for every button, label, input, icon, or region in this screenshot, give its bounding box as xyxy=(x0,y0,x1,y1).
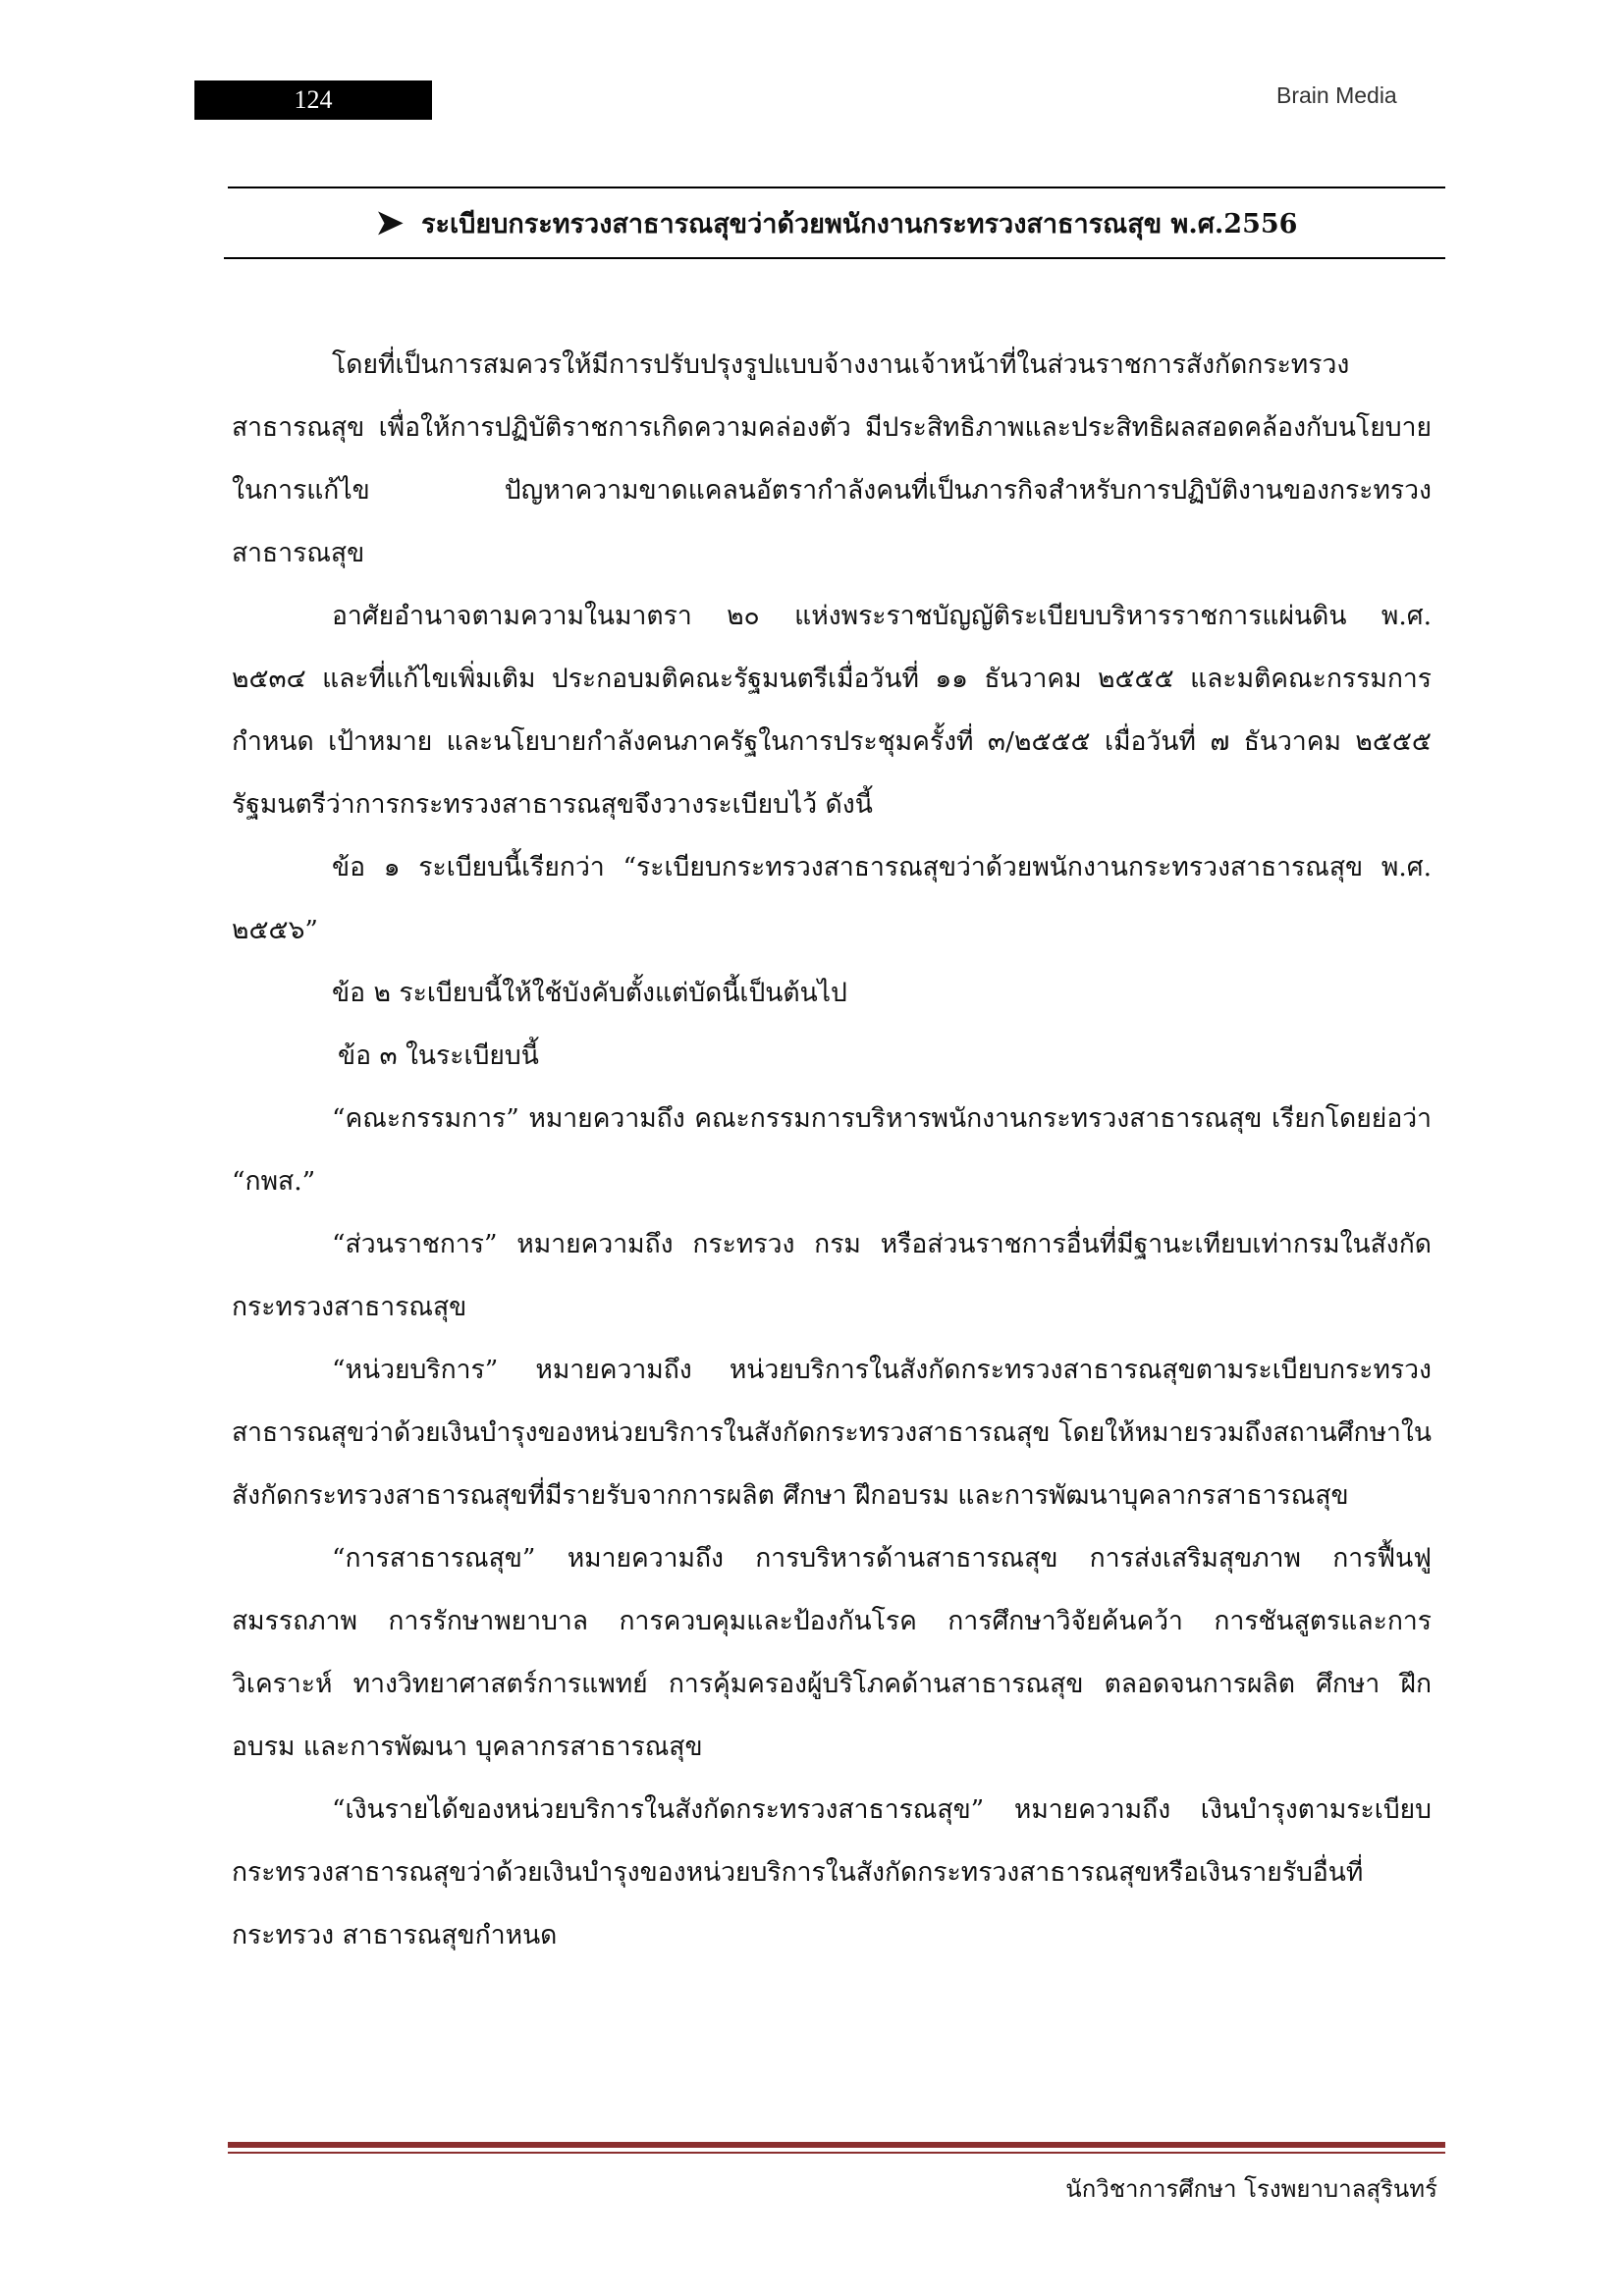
title-bottom-rule xyxy=(224,257,1445,259)
paragraph-authority: อาศัยอำนาจตามความในมาตรา ๒๐ แห่งพระราชบัญญัติระเบียบบริหารราชการแผ่นดิน พ.ศ. ๒๕๓๔ และที่แก้ไขเพิ่มเติม ประกอบมติคณะรัฐมนตรีเมื่อวันที่ ๑๑ ธันวาคม ๒๕๕๕ และมติคณะกรรมการกำหนด เป้าหมาย และนโยบายกำลังคนภาครัฐในการประชุมครั้งที่ ๓/๒๕๕๕ เมื่อวันที่ ๗ ธันวาคม ๒๕๕๕ รัฐมนตรีว่าการกระทรวงสาธารณสุขจึงวางระเบียบไว้ ดังนี้ xyxy=(232,601,1432,820)
page-number-text: 124 xyxy=(294,85,333,114)
paragraph-definition-public-health: “การสาธารณสุข” หมายความถึง การบริหารด้านสาธารณสุข การส่งเสริมสุขภาพ การฟื้นฟูสมรรถภาพ การรักษาพยาบาล การควบคุมและป้องกันโรค การศึกษาวิจัยค้นคว้า การชันสูตรและการวิเคราะห์ ทางวิทยาศาสตร์การแพทย์ การคุ้มครองผู้บริโภคด้านสาธารณสุข ตลอดจนการผลิต ศึกษา ฝึกอบรม และการพัฒนา บุคลากรสาธารณสุข xyxy=(232,1543,1432,1762)
footer-text: นักวิชาการศึกษา โรงพยาบาลสุรินทร์ xyxy=(1065,2175,1437,2203)
document-title xyxy=(228,188,1445,257)
paragraph-clause-1: ข้อ ๑ ระเบียบนี้เรียกว่า “ระเบียบกระทรวงสาธารณสุขว่าด้วยพนักงานกระทรวงสาธารณสุข พ.ศ. ๒๕๕๖” xyxy=(232,852,1432,945)
paragraph-clause-3: ข้อ ๓ ในระเบียบนี้ xyxy=(338,1041,539,1071)
paragraph-definition-committee: “คณะกรรมการ” หมายความถึง คณะกรรมการบริหารพนักงานกระทรวงสาธารณสุข เรียกโดยย่อว่า “กพส.” xyxy=(232,1103,1432,1197)
document-title-text: ระเบียบกระทรวงสาธารณสุขว่าด้วยพนักงานกระทรวงสาธารณสุข พ.ศ.2556 xyxy=(421,208,1298,240)
paragraph-definition-income: “เงินรายได้ของหน่วยบริการในสังกัดกระทรวงสาธารณสุข” หมายความถึง เงินบำรุงตามระเบียบกระทรวงสาธารณสุขว่าด้วยเงินบำรุงของหน่วยบริการในสังกัดกระทรวงสาธารณสุขหรือเงินรายรับอื่นที่กระทรวง สาธารณสุขกำหนด xyxy=(232,1794,1432,1950)
footer-rule-thin xyxy=(228,2152,1445,2154)
paragraph-preamble: โดยที่เป็นการสมควรให้มีการปรับปรุงรูปแบบจ้างงานเจ้าหน้าที่ในส่วนราชการสังกัดกระทรวงสาธารณสุข เพื่อให้การปฏิบัติราชการเกิดความคล่องตัว มีประสิทธิภาพและประสิทธิผลสอดคล้องกับนโยบายในการแก้ไข ปัญหาความขาดแคลนอัตรากำลังคนที่เป็นภารกิจสำหรับการปฏิบัติงานของกระทรวงสาธารณสุข xyxy=(232,349,1432,568)
arrow-bullet-icon: ➤ xyxy=(375,203,405,242)
footer-rule-thick xyxy=(228,2142,1445,2148)
page-number xyxy=(194,80,432,120)
document-body xyxy=(232,334,1432,1967)
paragraph-definition-service-unit: “หน่วยบริการ” หมายความถึง หน่วยบริการในสังกัดกระทรวงสาธารณสุขตามระเบียบกระทรวงสาธารณสุขว่าด้วยเงินบำรุงของหน่วยบริการในสังกัดกระทรวงสาธารณสุข โดยให้หมายรวมถึงสถานศึกษาใน สังกัดกระทรวงสาธารณสุขที่มีรายรับจากการผลิต ศึกษา ฝึกอบรม และการพัฒนาบุคลากรสาธารณสุข xyxy=(232,1355,1432,1511)
header-brand: Brain Media xyxy=(1276,82,1397,108)
paragraph-definition-agency: “ส่วนราชการ” หมายความถึง กระทรวง กรม หรือส่วนราชการอื่นที่มีฐานะเทียบเท่ากรมในสังกัดกระทรวงสาธารณสุข xyxy=(232,1229,1432,1322)
paragraph-clause-2: ข้อ ๒ ระเบียบนี้ให้ใช้บังคับตั้งแต่บัดนี้เป็นต้นไป xyxy=(332,978,847,1008)
